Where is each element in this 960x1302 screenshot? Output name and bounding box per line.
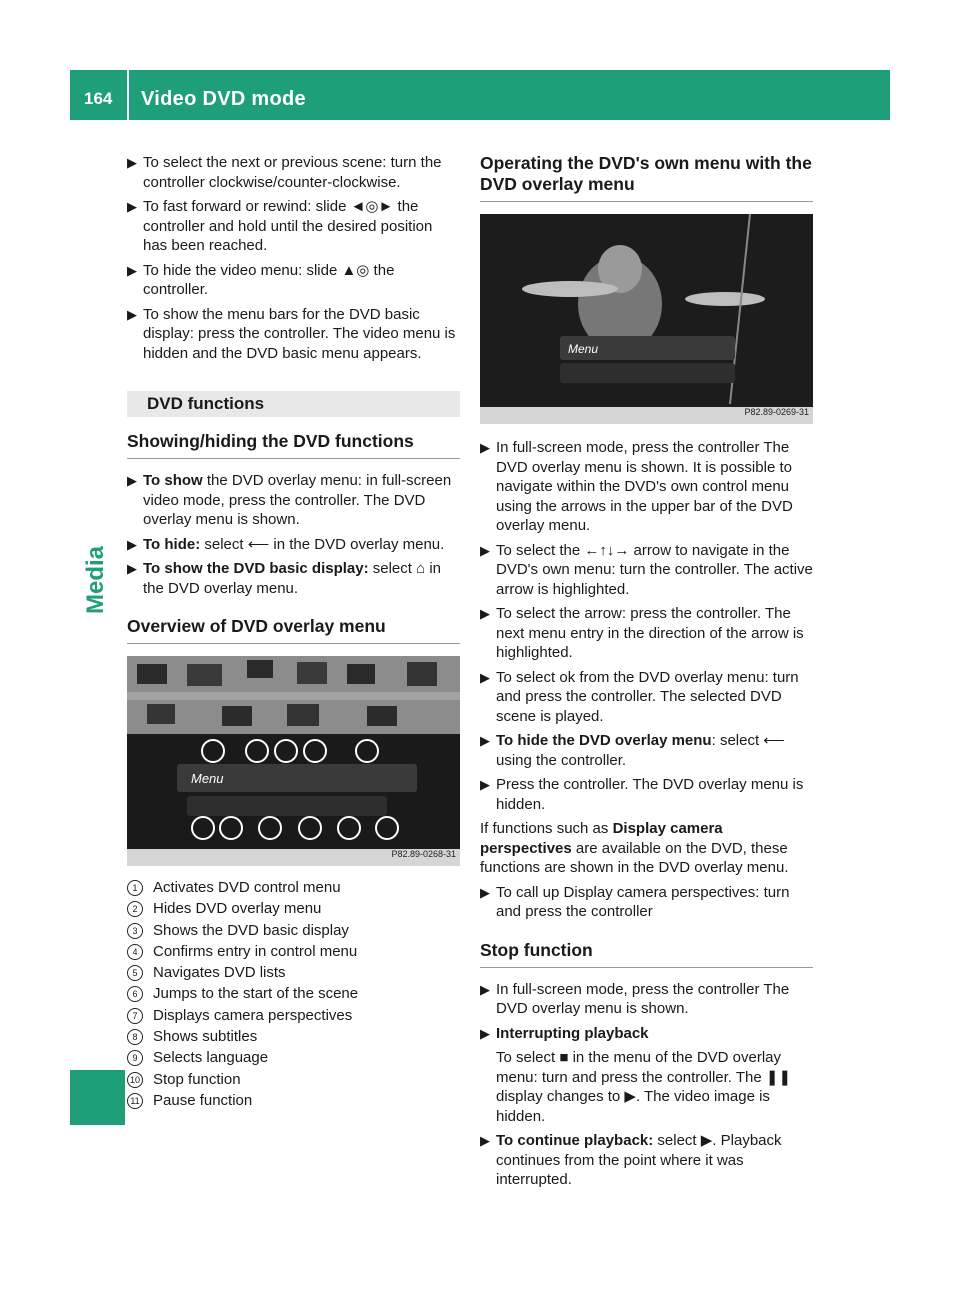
subsection-heading: Showing/hiding the DVD functions bbox=[127, 431, 460, 459]
list-item: ▶ To call up Display camera perspectives: turn and press the controller bbox=[480, 883, 790, 920]
functions-paragraph: If functions such as Display camera perspectives are available on the DVD, these functions are shown in the DVD overlay menu. bbox=[480, 820, 789, 876]
legend-item: 6 Jumps to the start of the scene bbox=[127, 984, 460, 1004]
list-item: ▶ To hide the video menu: slide ▲◎ the controller. bbox=[127, 261, 395, 298]
dvd-overlay-illustration bbox=[127, 656, 460, 866]
legend-number: 4 bbox=[127, 944, 143, 960]
step-arrow-icon: ▶ bbox=[127, 155, 137, 170]
dvd-overlay-screenshot bbox=[127, 656, 460, 866]
legend-item: 11 Pause function bbox=[127, 1091, 460, 1111]
legend-number: 8 bbox=[127, 1029, 143, 1045]
step-arrow-icon: ▶ bbox=[127, 561, 137, 576]
step-arrow-icon: ▶ bbox=[127, 536, 137, 552]
interrupt-detail: To select ■ in the menu of the DVD overlay menu: turn and press the controller. The ❚❚ display changes to ▶. The video image is hidden. bbox=[496, 1049, 792, 1125]
list-item: ▶ To continue playback: select ▶. Playback continues from the point where it was interrupted. bbox=[480, 1132, 782, 1188]
legend-item: 9 Selects language bbox=[127, 1048, 460, 1068]
step-arrow-icon: ▶ bbox=[127, 473, 137, 488]
list-item: ▶ To select ok from the DVD overlay menu: turn and press the controller. The selected DVD scene is played. bbox=[480, 668, 799, 725]
legend-item: 7 Displays camera perspectives bbox=[127, 1006, 460, 1026]
step-arrow-icon: ▶ bbox=[480, 440, 490, 455]
svg-text:Menu: Menu bbox=[191, 771, 224, 786]
image-reference: P82.89-0269-31 bbox=[744, 406, 809, 417]
list-item: ▶ To hide: select ⟵ in the DVD overlay menu. bbox=[127, 535, 445, 553]
image-reference: P82.89-0268-31 bbox=[391, 848, 456, 859]
list-item: ▶ To select the next or previous scene: turn the controller clockwise/counter-clockwise. bbox=[127, 154, 442, 191]
legend-item: 8 Shows subtitles bbox=[127, 1027, 460, 1047]
page-title: Video DVD mode bbox=[141, 88, 306, 110]
legend-item: 2 Hides DVD overlay menu bbox=[127, 899, 460, 919]
subsection-heading: Stop function bbox=[480, 940, 813, 968]
header-divider bbox=[127, 70, 129, 120]
step-arrow-icon: ▶ bbox=[480, 884, 490, 900]
step-arrow-icon: ▶ bbox=[480, 777, 490, 792]
legend-number: 7 bbox=[127, 1008, 143, 1024]
legend-number: 9 bbox=[127, 1050, 143, 1066]
list-item: ▶ In full-screen mode, press the controller The DVD overlay menu is shown. bbox=[480, 980, 790, 1017]
legend-number: 1 bbox=[127, 880, 143, 896]
list-item: ▶ To show the menu bars for the DVD basic display: press the controller. The video menu is hidden and the DVD basic menu appears. bbox=[127, 305, 456, 362]
step-arrow-icon: ▶ bbox=[127, 306, 137, 322]
side-tab-label: Media bbox=[82, 546, 109, 615]
legend-number: 11 bbox=[127, 1093, 143, 1109]
step-arrow-icon: ▶ bbox=[480, 1133, 490, 1148]
legend-number: 2 bbox=[127, 901, 143, 917]
step-arrow-icon: ▶ bbox=[480, 606, 490, 621]
list-item: ▶ To show the DVD basic display: select ⌂ in the DVD overlay menu. bbox=[127, 560, 442, 597]
list-item: ▶ To show the DVD overlay menu: in full-screen video mode, press the controller. The DVD overlay menu is shown. bbox=[127, 472, 452, 528]
legend-item: 3 Shows the DVD basic display bbox=[127, 921, 460, 941]
list-item: ▶ To select the arrow: press the controller. The next menu entry in the direction of the arrow is highlighted. bbox=[480, 605, 804, 661]
step-arrow-icon: ▶ bbox=[480, 1025, 490, 1041]
list-item: ▶ To select the ←↑↓→ arrow to navigate in the DVD's own menu: turn the controller. The active arrow is highlighted. bbox=[480, 541, 813, 598]
list-item: ▶ To hide the DVD overlay menu: select ⟵ using the controller. bbox=[480, 732, 785, 769]
subsection-heading: Operating the DVD's own menu with the DVD overlay menu bbox=[480, 153, 813, 202]
legend-number: 5 bbox=[127, 965, 143, 981]
step-arrow-icon: ▶ bbox=[480, 669, 490, 685]
step-arrow-icon: ▶ bbox=[480, 733, 490, 748]
section-heading: DVD functions bbox=[127, 391, 460, 417]
list-item: ▶ Interrupting playback bbox=[480, 1024, 649, 1042]
subsection-heading: Overview of DVD overlay menu bbox=[127, 616, 460, 644]
legend-item: 5 Navigates DVD lists bbox=[127, 963, 460, 983]
side-tab-marker bbox=[70, 1070, 125, 1125]
legend-number: 6 bbox=[127, 986, 143, 1002]
step-arrow-icon: ▶ bbox=[127, 262, 137, 278]
legend-item: 10 Stop function bbox=[127, 1070, 460, 1090]
legend-number: 3 bbox=[127, 923, 143, 939]
dvd-drummer-illustration bbox=[480, 214, 813, 424]
legend-item: 1 Activates DVD control menu bbox=[127, 878, 460, 898]
right-column bbox=[480, 153, 813, 1195]
step-arrow-icon: ▶ bbox=[480, 542, 490, 558]
step-arrow-icon: ▶ bbox=[127, 199, 137, 214]
legend-number: 10 bbox=[127, 1072, 143, 1088]
list-item: ▶ Press the controller. The DVD overlay menu is hidden. bbox=[480, 776, 804, 813]
page-number: 164 bbox=[84, 89, 113, 108]
list-item: ▶ In full-screen mode, press the controller The DVD overlay menu is shown. It is possible to navigate within the DVD's own control menu using the arrows in the upper bar of the DVD overlay menu. bbox=[480, 439, 793, 534]
list-item: ▶ To fast forward or rewind: slide ◄◎► the controller and hold until the desired position has been reached. bbox=[127, 198, 433, 254]
left-column bbox=[127, 153, 460, 1112]
step-arrow-icon: ▶ bbox=[480, 981, 490, 997]
svg-text:Menu: Menu bbox=[568, 342, 599, 356]
dvd-drummer-screenshot bbox=[480, 214, 813, 424]
legend-item: 4 Confirms entry in control menu bbox=[127, 942, 460, 962]
